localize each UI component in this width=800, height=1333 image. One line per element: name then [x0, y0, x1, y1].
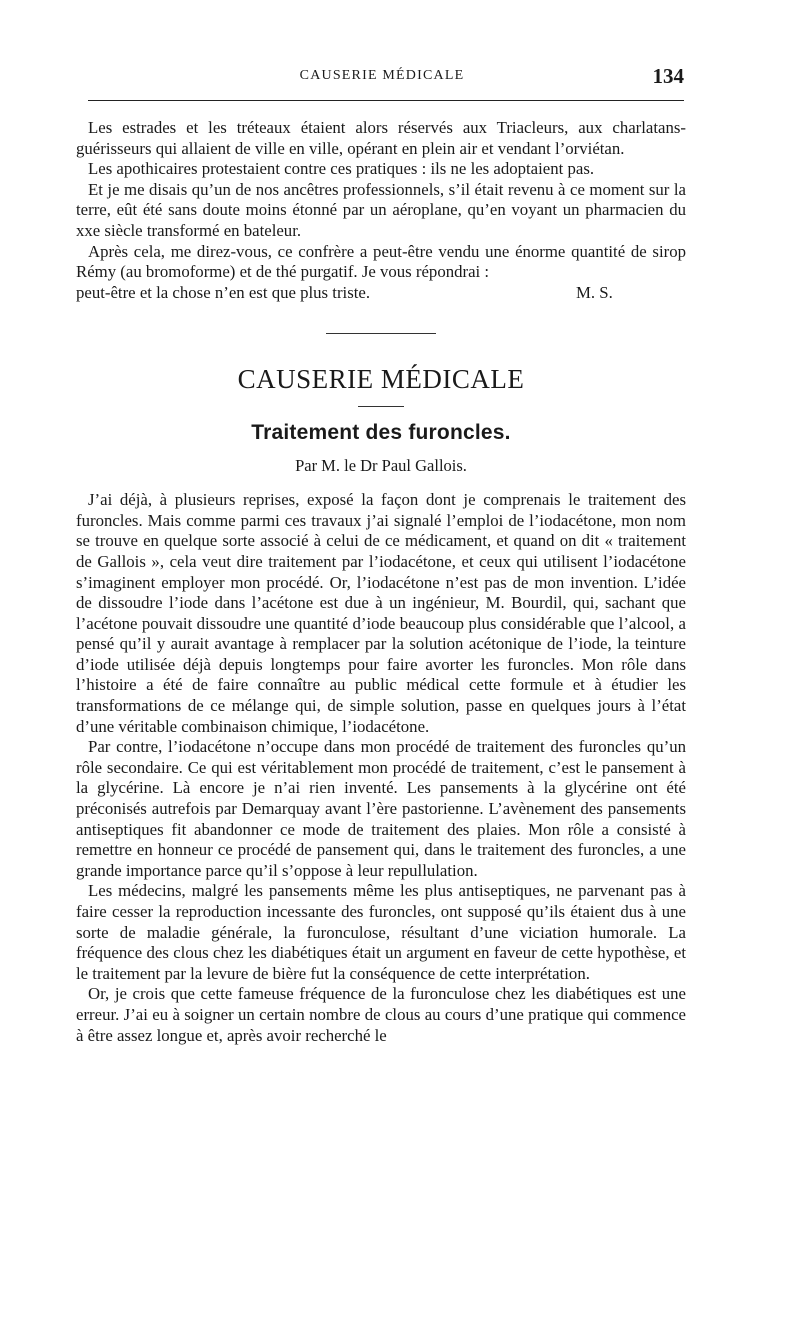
- author-signature: M. S.: [576, 282, 613, 302]
- closing-last-text: peut-être et la chose n’en est que plus triste.: [76, 282, 371, 302]
- intro-paragraph: Les apothicaires protestaient contre ces pratiques : ils ne les adoptaient pas.: [88, 159, 595, 179]
- closing-last-line: [76, 283, 686, 304]
- running-title: CAUSERIE MÉDICALE: [299, 68, 465, 83]
- header-rule: [88, 100, 684, 101]
- section-title: CAUSERIE MÉDICALE: [237, 364, 525, 395]
- title-separator: [358, 406, 404, 407]
- running-head: [80, 66, 684, 90]
- byline: Par M. le Dr Paul Gallois.: [295, 455, 467, 475]
- body-paragraph: Par contre, l’iodacétone n’occupe dans mon procédé de traitement des furoncles qu’un rôle secondaire. Ce qui est véritablement mon procédé de traitement, c’est le pansement à la glycérine. Là encore je n’ai rien inventé. Les pansements à la glycérine ont été préconisés autrefois par Demarquay avant l’ère pastorienne. L’avènement des pansements antiseptiques fit abandonner ce mode de traitement des plaies. Mon rôle a consisté à remettre en honneur ce procédé de pansement qui, dans le traitement des furoncles, a une grande importance parce qu’il s’oppose à leur repullulation.: [76, 737, 686, 880]
- body-paragraph: Or, je crois que cette fameuse fréquence de la furonculose chez les diabétiques est une erreur. J’ai eu à soigner un certain nombre de clous au cours d’une pratique qui commence à être assez longue et, après avoir recherché le: [76, 984, 686, 1045]
- body-paragraph: J’ai déjà, à plusieurs reprises, exposé la façon dont je comprenais le traitement des furoncles. Mais comme parmi ces travaux j’ai signalé l’emploi de l’iodacétone, mon nom se trouve en quelque sorte associé à celui de ce médicament, et quand on dit « traitement de Gallois », cela veut dire traitement par l’iodacétone, et ceux qui utilisent l’iodacétone s’imaginent employer mon procédé. Or, l’iodacétone n’est pas de mon invention. L’idée de dissoudre l’iode dans l’acétone est due à un ingénieur, M. Bourdil, qui, sachant que l’acétone pouvait dissoudre une quantité d’iode beaucoup plus considérable que l’alcool, a pensé qu’il y aurait avantage à remplacer par la solution acétonique de l’iode, la teinture d’iode utilisée déjà depuis longtemps pour faire avorter les furoncles. Mon rôle dans l’histoire a été de faire connaître au public médical cette formule et à étudier les transformations de ce mélange qui, de simple solution, passe en quelques jours à l’état d’une véritable combinaison chimique, l’iodacétone.: [76, 490, 686, 736]
- page-number: 134: [652, 64, 684, 88]
- closing-paragraph: Après cela, me direz-vous, ce confrère a peut-être vendu une énorme quantité de sirop Rémy (au bromoforme) et de thé purgatif. Je vous répondrai :: [76, 241, 686, 282]
- body-paragraph: Les médecins, malgré les pansements même les plus antiseptiques, ne parvenant pas à faire cesser la reproduction incessante des furoncles, ont supposé qu’ils étaient dus à une sorte de maladie générale, la furonculose, résultant d’une viciation humorale. La fréquence des clous chez les diabétiques était un argument en faveur de cette hypothèse, et le traitement par la levure de bière fut la conséquence de cette interprétation.: [76, 881, 686, 983]
- intro-paragraph: Et je me disais qu’un de nos ancêtres professionnels, s’il était revenu à ce moment sur la terre, eût été sans doute moins étonné par un aéroplane, qu’en voyant un pharmacien du xxe siècle transformé en bateleur.: [76, 179, 686, 240]
- intro-paragraph: Les estrades et les tréteaux étaient alors réservés aux Triacleurs, aux charlatans-guérisseurs qui allaient de ville en ville, opérant en plein air et vendant l’orviétan.: [76, 118, 686, 158]
- article-body: [76, 490, 686, 1046]
- section-separator: [326, 333, 436, 334]
- article-title: Traitement des furoncles.: [251, 420, 511, 444]
- page-body: [76, 118, 686, 1046]
